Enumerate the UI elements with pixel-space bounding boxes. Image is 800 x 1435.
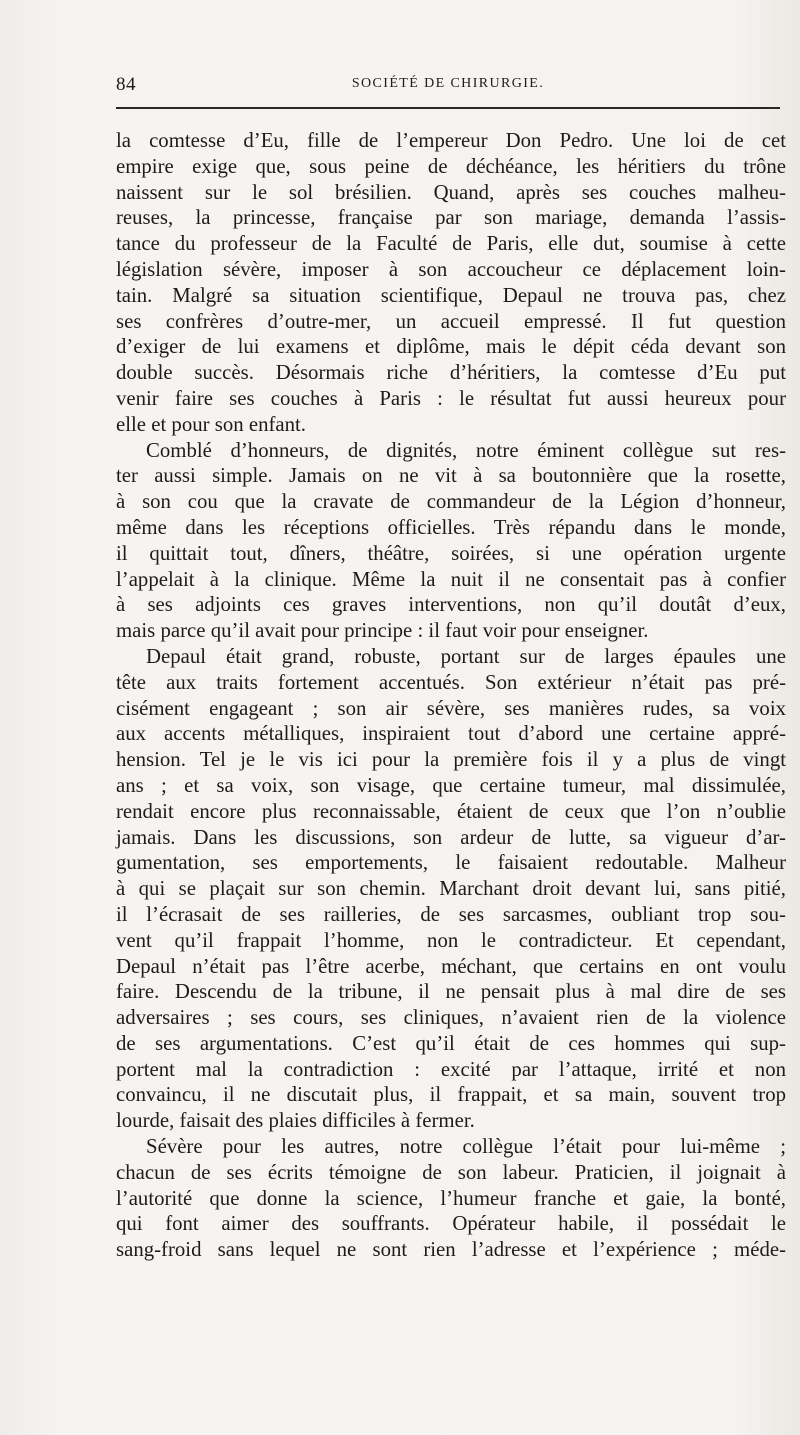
text-line: Sévère pour les autres, notre collègue l’était pour lui-même ; [146, 1135, 786, 1159]
running-head: SOCIÉTÉ DE CHIRURGIE. [351, 76, 545, 91]
text-line: mais parce qu’il avait pour principe : il faut voir pour enseigner. [116, 619, 649, 643]
text-line: venir faire ses couches à Paris : le résultat fut aussi heureux pour [116, 386, 786, 410]
text-line: Depaul était grand, robuste, portant sur de larges épaules une [146, 644, 786, 668]
text-line: législation sévère, imposer à son accoucheur ce déplacement loin- [116, 257, 786, 281]
text-line: empire exige que, sous peine de déchéance, les héritiers du trône [116, 154, 786, 178]
text-line: vent qu’il frappait l’homme, non le contradicteur. Et cependant, [116, 928, 786, 952]
text-line: aux accents métalliques, inspiraient tout d’abord une certaine appré- [116, 722, 786, 746]
text-line: Depaul n’était pas l’être acerbe, méchant, que certains en ont voulu [116, 954, 786, 978]
header-rule [116, 107, 780, 109]
body-text [116, 128, 786, 1263]
text-line: à qui se plaçait sur son chemin. Marchant droit devant lui, sans pitié, [116, 877, 786, 901]
text-line: ter aussi simple. Jamais on ne vit à sa boutonnière que la rosette, [116, 464, 786, 488]
text-line: même dans les réceptions officielles. Très répandu dans le monde, [116, 515, 786, 539]
page-number: 84 [116, 74, 136, 95]
text-line: faire. Descendu de la tribune, il ne pensait plus à mal dire de ses [116, 980, 786, 1004]
text-line: lourde, faisait des plaies difficiles à fermer. [116, 1109, 475, 1133]
text-line: tête aux traits fortement accentués. Son extérieur n’était pas pré- [116, 670, 786, 694]
text-line: convaincu, il ne discutait plus, il frappait, et sa main, souvent trop [116, 1083, 786, 1107]
text-line: reuses, la princesse, française par son mariage, demanda l’assis- [116, 206, 786, 230]
text-line: il quittait tout, dîners, théâtre, soirées, si une opération urgente [116, 541, 786, 565]
text-line: ses confrères d’outre-mer, un accueil empressé. Il fut question [116, 309, 786, 333]
page-header [116, 74, 780, 98]
text-line: tance du professeur de la Faculté de Paris, elle dut, soumise à cette [116, 232, 786, 256]
text-line: tain. Malgré sa situation scientifique, Depaul ne trouva pas, chez [116, 283, 786, 307]
text-line: portent mal la contradiction : excité par l’attaque, irrité et non [116, 1057, 786, 1081]
text-line: d’exiger de lui examens et diplôme, mais le dépit céda devant son [116, 335, 786, 359]
text-line: il l’écrasait de ses railleries, de ses sarcasmes, oubliant trop sou- [116, 902, 786, 926]
text-line: gumentation, ses emportements, le faisaient redoutable. Malheur [116, 851, 786, 875]
text-line: naissent sur le sol brésilien. Quand, après ses couches malheu- [116, 180, 786, 204]
text-line: double succès. Désormais riche d’héritiers, la comtesse d’Eu put [116, 361, 786, 385]
text-line: elle et pour son enfant. [116, 412, 306, 436]
text-line: Comblé d’honneurs, de dignités, notre éminent collègue sut res- [146, 438, 786, 462]
text-line: adversaires ; ses cours, ses cliniques, n’avaient rien de la violence [116, 1006, 786, 1030]
text-line: sang-froid sans lequel ne sont rien l’adresse et l’expérience ; méde- [116, 1238, 786, 1262]
text-line: à son cou que la cravate de commandeur de la Légion d’honneur, [116, 490, 786, 514]
text-line: chacun de ses écrits témoigne de son labeur. Praticien, il joignait à [116, 1160, 786, 1184]
text-line: l’appelait à la clinique. Même la nuit il ne consentait pas à confier [116, 567, 786, 591]
text-line: cisément engageant ; son air sévère, ses manières rudes, sa voix [116, 696, 786, 720]
text-line: de ses argumentations. C’est qu’il était de ces hommes qui sup- [116, 1031, 786, 1055]
text-line: hension. Tel je le vis ici pour la première fois il y a plus de vingt [116, 748, 786, 772]
text-line: qui font aimer des souffrants. Opérateur habile, il possédait le [116, 1212, 786, 1236]
text-line: la comtesse d’Eu, fille de l’empereur Don Pedro. Une loi de cet [116, 129, 786, 152]
text-line: ans ; et sa voix, son visage, que certaine tumeur, mal dissimulée, [116, 773, 786, 797]
text-line: à ses adjoints ces graves interventions, non qu’il doutât d’eux, [116, 593, 786, 617]
text-line: rendait encore plus reconnaissable, étaient de ceux que l’on n’oublie [116, 799, 786, 823]
text-line: l’autorité que donne la science, l’humeur franche et gaie, la bonté, [116, 1186, 786, 1210]
text-line: jamais. Dans les discussions, son ardeur de lutte, sa vigueur d’ar- [116, 825, 786, 849]
